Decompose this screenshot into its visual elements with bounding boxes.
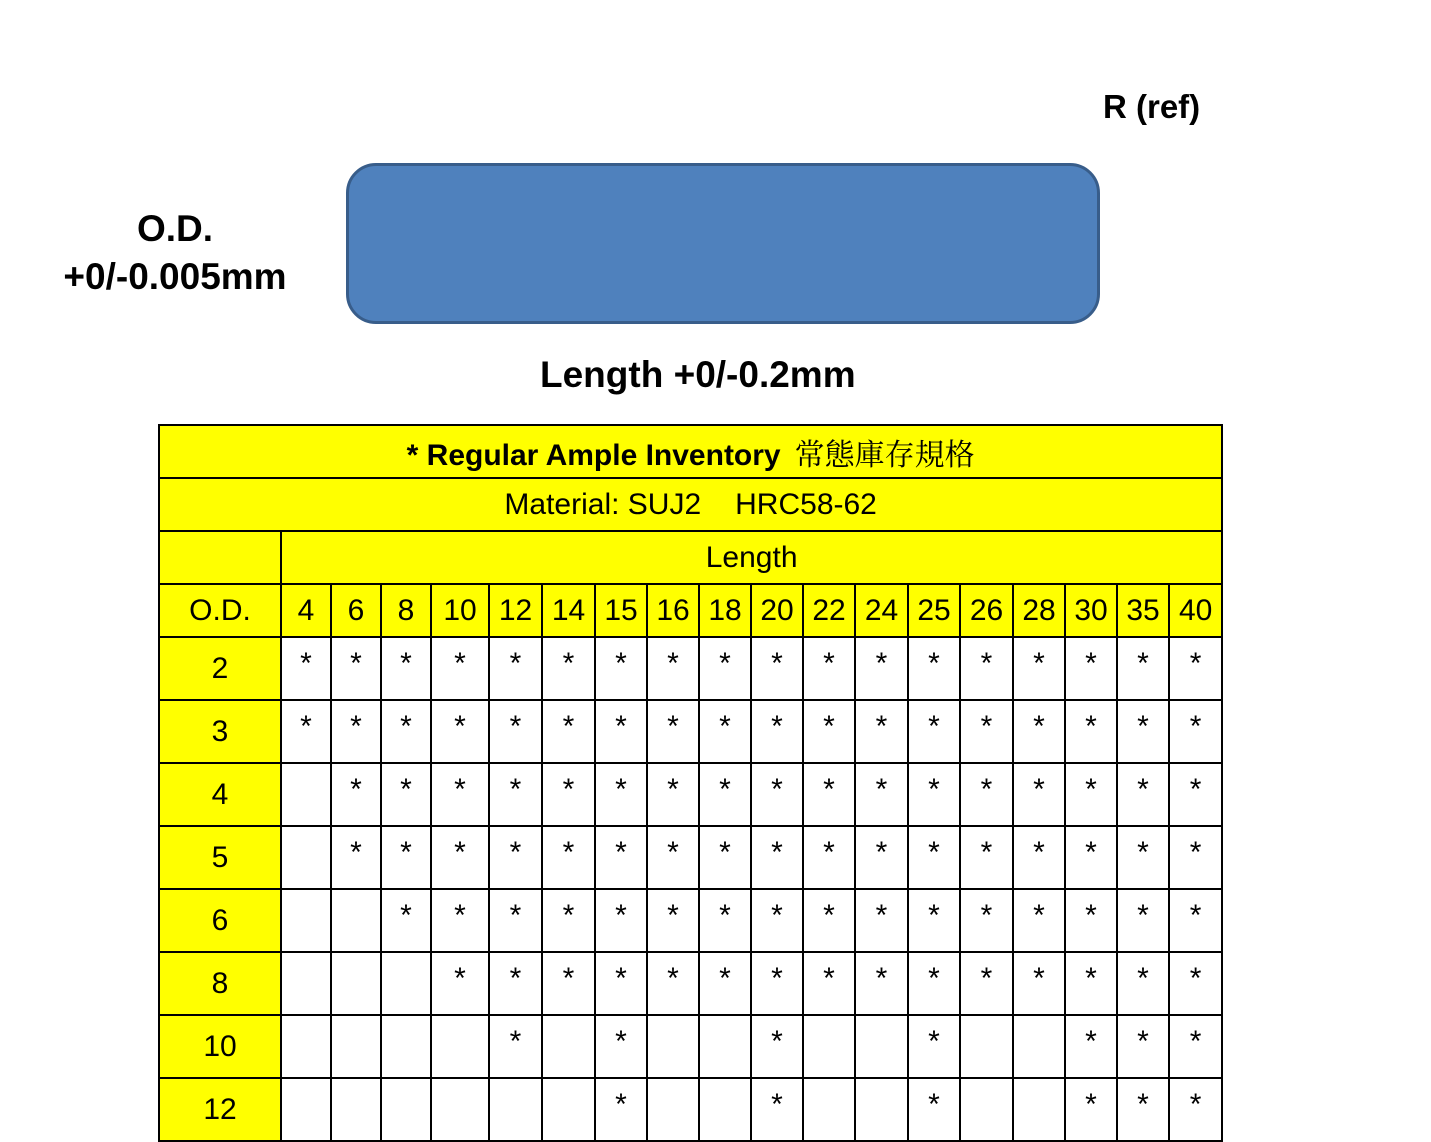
radius-ref-label: R (ref) (1103, 88, 1201, 125)
od-value-cell: 3 (159, 700, 281, 763)
stock-cell: * (1169, 1078, 1222, 1141)
stock-cell: * (1065, 1078, 1117, 1141)
stock-cell: * (489, 763, 542, 826)
stock-cell: * (751, 700, 803, 763)
stock-cell: * (1117, 1015, 1169, 1078)
stock-cell: * (595, 1015, 647, 1078)
stock-cell: * (1065, 1015, 1117, 1078)
stock-cell: * (381, 763, 431, 826)
od-value-cell: 6 (159, 889, 281, 952)
stock-cell: * (699, 826, 751, 889)
stock-cell (281, 889, 331, 952)
stock-cell: * (751, 1078, 803, 1141)
stock-cell: * (960, 637, 1013, 700)
stock-cell: * (331, 826, 381, 889)
length-header-cell: 24 (855, 584, 908, 637)
stock-cell: * (489, 952, 542, 1015)
stock-cell: * (699, 700, 751, 763)
stock-cell: * (431, 826, 489, 889)
length-header-cell: 26 (960, 584, 1013, 637)
od-value-cell: 5 (159, 826, 281, 889)
stock-cell: * (855, 763, 908, 826)
stock-cell: * (542, 700, 595, 763)
stock-cell: * (803, 700, 855, 763)
stock-cell: * (960, 952, 1013, 1015)
stock-cell (281, 952, 331, 1015)
stock-cell: * (595, 1078, 647, 1141)
stock-cell: * (431, 889, 489, 952)
stock-cell: * (1065, 637, 1117, 700)
stock-cell: * (1013, 952, 1065, 1015)
stock-cell: * (647, 826, 699, 889)
table-row (159, 952, 1222, 1015)
stock-cell: * (855, 637, 908, 700)
stock-cell: * (381, 889, 431, 952)
stock-cell: * (381, 700, 431, 763)
stock-cell: * (489, 637, 542, 700)
stock-cell: * (908, 952, 960, 1015)
stock-cell: * (908, 1078, 960, 1141)
stock-cell: * (331, 700, 381, 763)
od-value-cell: 8 (159, 952, 281, 1015)
length-header-cell: 8 (381, 584, 431, 637)
table-row (159, 1015, 1222, 1078)
stock-cell: * (542, 952, 595, 1015)
length-header-cell: 10 (431, 584, 489, 637)
table-row (159, 763, 1222, 826)
stock-cell: * (431, 637, 489, 700)
stock-cell: * (908, 637, 960, 700)
stock-cell: * (960, 889, 1013, 952)
stock-cell: * (431, 763, 489, 826)
stock-cell: * (855, 700, 908, 763)
stock-cell (331, 1015, 381, 1078)
stock-cell (489, 1078, 542, 1141)
stock-cell: * (431, 700, 489, 763)
length-header-cell: 12 (489, 584, 542, 637)
stock-cell: * (803, 889, 855, 952)
stock-cell: * (1117, 952, 1169, 1015)
stock-cell: * (1117, 1078, 1169, 1141)
stock-cell: * (1013, 763, 1065, 826)
length-header-cell: 16 (647, 584, 699, 637)
length-header-cell: 14 (542, 584, 595, 637)
stock-cell (1013, 1015, 1065, 1078)
stock-cell (381, 1015, 431, 1078)
stock-cell: * (803, 952, 855, 1015)
length-header-cell: 4 (281, 584, 331, 637)
stock-cell: * (1169, 637, 1222, 700)
stock-cell: * (751, 637, 803, 700)
stock-cell (431, 1078, 489, 1141)
inventory-table (158, 424, 1223, 1142)
stock-cell (1013, 1078, 1065, 1141)
stock-cell: * (331, 763, 381, 826)
table-title (159, 425, 1222, 478)
stock-cell (803, 1015, 855, 1078)
length-header-cell: 35 (1117, 584, 1169, 637)
stock-cell: * (281, 637, 331, 700)
stock-cell: * (751, 1015, 803, 1078)
od-value-cell: 4 (159, 763, 281, 826)
stock-cell: * (281, 700, 331, 763)
stock-cell: * (489, 700, 542, 763)
stock-cell: * (1065, 826, 1117, 889)
stock-cell: * (960, 700, 1013, 763)
stock-cell (381, 1078, 431, 1141)
stock-cell: * (647, 952, 699, 1015)
stock-cell: * (1013, 826, 1065, 889)
stock-cell: * (960, 763, 1013, 826)
stock-cell: * (489, 889, 542, 952)
stock-cell: * (647, 700, 699, 763)
stock-cell (699, 1078, 751, 1141)
stock-cell: * (751, 952, 803, 1015)
stock-cell: * (1117, 700, 1169, 763)
stock-cell: * (1117, 889, 1169, 952)
stock-cell: * (855, 952, 908, 1015)
corner-cell (159, 531, 281, 584)
stock-cell (855, 1078, 908, 1141)
stock-cell (803, 1078, 855, 1141)
od-value-cell: 2 (159, 637, 281, 700)
stock-cell: * (751, 889, 803, 952)
table-row (159, 637, 1222, 700)
stock-cell: * (595, 700, 647, 763)
stock-cell: * (1169, 826, 1222, 889)
od-value-cell: 12 (159, 1078, 281, 1141)
stock-cell: * (1065, 952, 1117, 1015)
stock-cell: * (803, 826, 855, 889)
stock-cell: * (1013, 700, 1065, 763)
stock-cell: * (381, 826, 431, 889)
length-header-cell: 20 (751, 584, 803, 637)
stock-cell: * (647, 637, 699, 700)
stock-cell: * (647, 889, 699, 952)
length-header-cell: 15 (595, 584, 647, 637)
table-title-cjk: 常態庫存規格 (794, 437, 975, 473)
length-header-cell: 40 (1169, 584, 1222, 637)
stock-cell: * (699, 889, 751, 952)
length-tolerance-label: Length +0/-0.2mm (540, 354, 856, 395)
od-header: O.D. (159, 584, 281, 637)
stock-cell (699, 1015, 751, 1078)
stock-cell: * (699, 763, 751, 826)
od-value-cell: 10 (159, 1015, 281, 1078)
stock-cell (331, 1078, 381, 1141)
table-title-text: * Regular Ample Inventory (406, 438, 781, 472)
stock-cell: * (595, 763, 647, 826)
stock-cell (960, 1015, 1013, 1078)
stock-cell (855, 1015, 908, 1078)
stock-cell: * (542, 889, 595, 952)
material-row (159, 478, 1222, 531)
stock-cell: * (1065, 889, 1117, 952)
stock-cell: * (431, 952, 489, 1015)
stock-cell: * (908, 700, 960, 763)
stock-cell: * (1169, 952, 1222, 1015)
stock-cell: * (1065, 763, 1117, 826)
table-row (159, 826, 1222, 889)
length-header-cell: 22 (803, 584, 855, 637)
stock-cell: * (1169, 700, 1222, 763)
stock-cell: * (381, 637, 431, 700)
length-header-cell: 25 (908, 584, 960, 637)
stock-cell: * (1065, 700, 1117, 763)
od-label-line2: +0/-0.005mm (63, 256, 287, 297)
stock-cell: * (908, 763, 960, 826)
stock-cell (381, 952, 431, 1015)
stock-cell (331, 952, 381, 1015)
stock-cell: * (855, 889, 908, 952)
material-text: Material: SUJ2 (504, 487, 702, 521)
stock-cell: * (908, 826, 960, 889)
stock-cell: * (1169, 1015, 1222, 1078)
stock-cell: * (699, 637, 751, 700)
stock-cell: * (1117, 763, 1169, 826)
od-label-line1: O.D. (136, 208, 214, 249)
stock-cell (281, 826, 331, 889)
stock-cell (281, 1078, 331, 1141)
stock-cell (960, 1078, 1013, 1141)
stock-cell: * (1013, 637, 1065, 700)
stock-cell (431, 1015, 489, 1078)
stock-cell (331, 889, 381, 952)
stock-cell: * (542, 637, 595, 700)
length-header-cell: 6 (331, 584, 381, 637)
stock-cell (647, 1078, 699, 1141)
table-row (159, 1078, 1222, 1141)
stock-cell: * (908, 889, 960, 952)
stock-cell: * (595, 952, 647, 1015)
stock-cell: * (331, 637, 381, 700)
stock-cell: * (699, 952, 751, 1015)
stock-cell: * (751, 763, 803, 826)
od-tolerance-label (55, 205, 295, 301)
length-header: Length (281, 531, 1222, 584)
stock-cell (647, 1015, 699, 1078)
stock-cell: * (751, 826, 803, 889)
length-header-cell: 30 (1065, 584, 1117, 637)
length-header-cell: 18 (699, 584, 751, 637)
stock-cell: * (803, 637, 855, 700)
stock-cell: * (1117, 826, 1169, 889)
pin-shape (346, 163, 1100, 324)
table-row (159, 700, 1222, 763)
stock-cell: * (595, 826, 647, 889)
stock-cell: * (960, 826, 1013, 889)
stock-cell (542, 1078, 595, 1141)
stock-cell: * (489, 1015, 542, 1078)
stock-cell: * (595, 889, 647, 952)
length-header-cell: 28 (1013, 584, 1065, 637)
stock-cell: * (855, 826, 908, 889)
stock-cell (542, 1015, 595, 1078)
stock-cell: * (595, 637, 647, 700)
stock-cell: * (1169, 889, 1222, 952)
stock-cell: * (542, 763, 595, 826)
stock-cell: * (1117, 637, 1169, 700)
table-row (159, 889, 1222, 952)
stock-cell: * (1169, 763, 1222, 826)
stock-cell: * (803, 763, 855, 826)
stock-cell: * (647, 763, 699, 826)
stock-cell (281, 763, 331, 826)
stock-cell: * (489, 826, 542, 889)
stock-cell: * (542, 826, 595, 889)
stock-cell: * (908, 1015, 960, 1078)
hardness-text: HRC58-62 (735, 487, 877, 521)
stock-cell (281, 1015, 331, 1078)
stock-cell: * (1013, 889, 1065, 952)
